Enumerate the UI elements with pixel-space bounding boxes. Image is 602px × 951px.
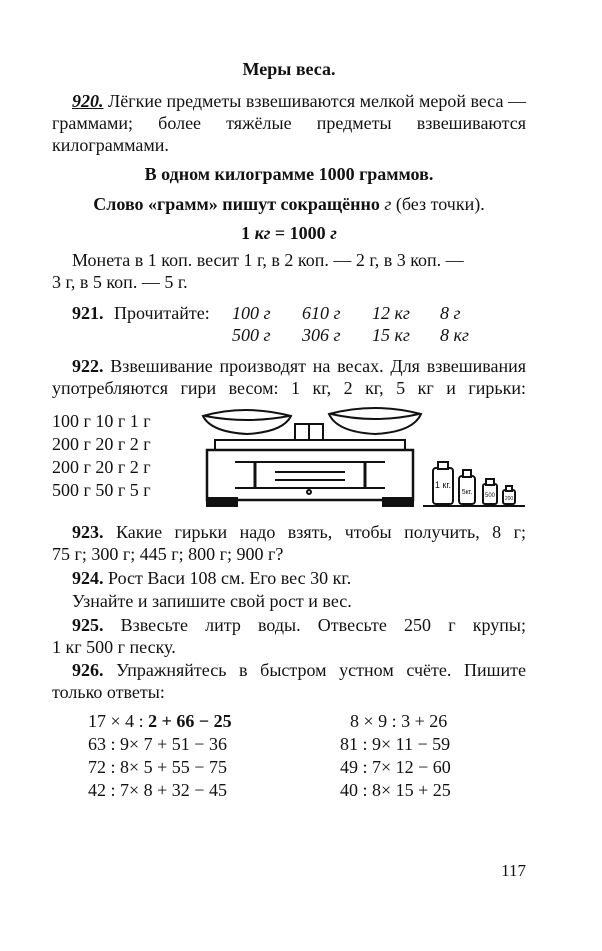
- exercise-921-number: 921.: [72, 303, 104, 323]
- balance-scale-illustration: [195, 402, 535, 514]
- exercise-left-2: 63 : 9× 7 + 51 − 36: [88, 734, 227, 754]
- weights-row-1: 100 г 10 г 1 г: [52, 411, 151, 431]
- exercise-left-1: 17 × 4 : 2 + 66 − 25: [88, 711, 232, 731]
- section-title: Меры веса.: [242, 59, 336, 79]
- weight-5kg: [459, 470, 475, 504]
- exercise-923-line-1: 923. Какие гирьки надо взять, чтобы получить, 8 г;: [72, 522, 526, 542]
- exercise-right-4: 40 : 8× 15 + 25: [340, 780, 451, 800]
- weights-row-2: 200 г 20 г 2 г: [52, 434, 151, 454]
- exercise-922-number: 922.: [72, 356, 104, 376]
- exercise-924-line-1: 924. Рост Васи 108 см. Его вес 30 кг.: [72, 568, 352, 588]
- weight-500: [483, 479, 497, 504]
- rule-kilogram: В одном килограмме 1000 граммов.: [144, 164, 434, 184]
- exercise-925-line-2: 1 кг 500 г песку.: [52, 637, 176, 657]
- exercise-920-number: 920.: [72, 91, 104, 111]
- coins-line-1: Монета в 1 коп. весит 1 г, в 2 коп. — 2 г, в 3 коп. —: [72, 250, 464, 270]
- exercise-right-3: 49 : 7× 12 − 60: [340, 757, 451, 777]
- exercise-921-row-1: 921. Прочитайте: 100 г 610 г 12 кг 8 г: [72, 303, 461, 323]
- exercise-left-3: 72 : 8× 5 + 55 − 75: [88, 757, 227, 777]
- exercise-921-row-2: 500 г 306 г 15 кг 8 кг: [232, 325, 469, 345]
- svg-text:1 кг.: 1 кг.: [434, 480, 452, 490]
- svg-text:500: 500: [484, 493, 496, 499]
- exercise-926-line-2: только ответы:: [52, 682, 165, 702]
- exercise-right-1: 8 × 9 : 3 + 26: [350, 711, 448, 731]
- page-number: 117: [501, 861, 526, 880]
- svg-text:5кг.: 5кг.: [461, 489, 473, 496]
- svg-text:200: 200: [504, 496, 514, 502]
- exercise-923-line-2: 75 г; 300 г; 445 г; 800 г; 900 г?: [52, 544, 284, 564]
- exercise-922-text: Взвешивание производят на весах. Для взвешивания употребляются гири весом: 1 кг, 2 кг, 5 кг и гирьки:: [52, 356, 526, 398]
- exercise-920-text: Лёгкие предметы взвешиваются мелкой мерой веса — граммами; более тяжёлые предметы взвешиваются килограммами.: [52, 91, 526, 155]
- exercise-left-4: 42 : 7× 8 + 32 − 45: [88, 780, 227, 800]
- exercise-925-line-1: 925. Взвесьте литр воды. Отвесьте 250 г крупы;: [72, 615, 526, 635]
- exercise-924-line-2: Узнайте и запишите свой рост и вес.: [72, 591, 352, 611]
- formula-kg-g: 1 кг = 1000 г: [241, 223, 337, 243]
- exercise-921-verb: Прочитайте:: [114, 303, 210, 323]
- exercise-926-line-1: 926. Упражняйтесь в быстром устном счёте. Пишите: [72, 660, 526, 680]
- rule-abbreviation: Слово «грамм» пишут сокращённо г (без точки).: [93, 194, 485, 214]
- weights-row-3: 200 г 20 г 2 г: [52, 457, 151, 477]
- exercise-right-2: 81 : 9× 11 − 59: [340, 734, 451, 754]
- coins-line-2: 3 г, в 5 коп. — 5 г.: [52, 272, 188, 292]
- weights-row-4: 500 г 50 г 5 г: [52, 480, 151, 500]
